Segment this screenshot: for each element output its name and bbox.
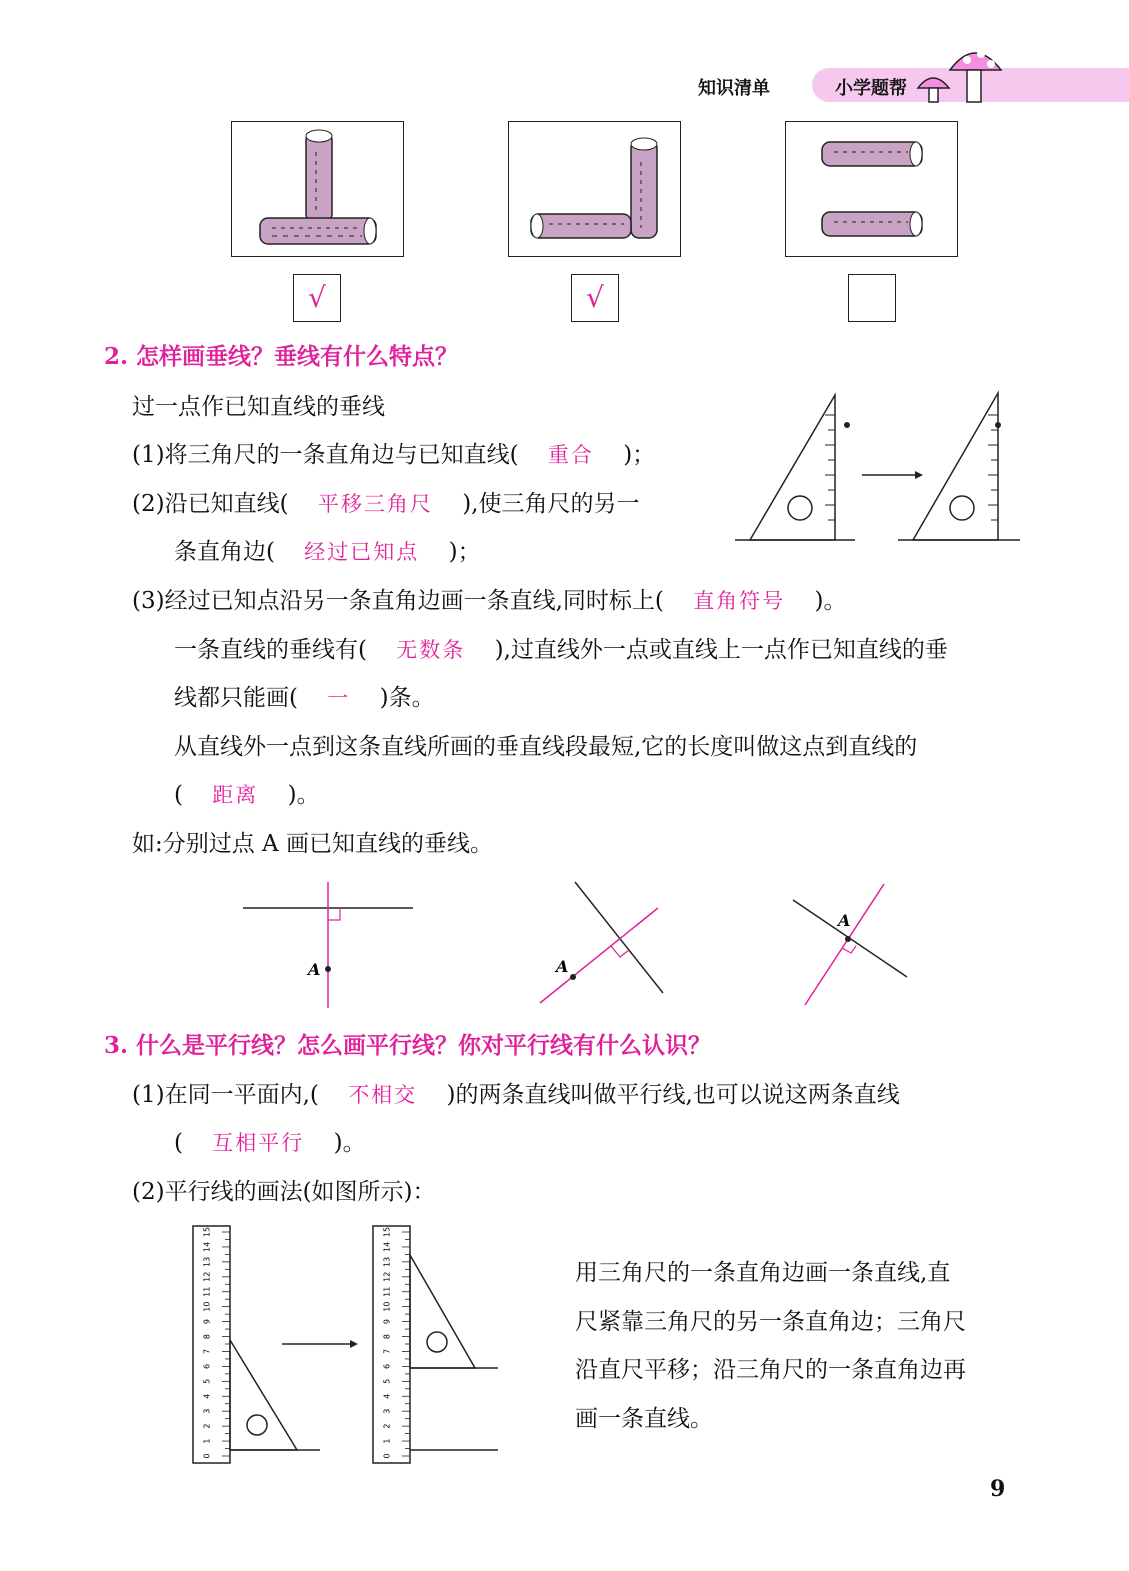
q2-step2-answer: 平移三角尺 bbox=[317, 492, 433, 516]
q3-desc-4: 画一条直线。 bbox=[575, 1406, 713, 1432]
page-number: 9 bbox=[990, 1476, 1006, 1502]
ruler-number: 5 bbox=[202, 1378, 212, 1384]
ruler-number: 0 bbox=[202, 1453, 212, 1459]
ruler-number: 8 bbox=[382, 1333, 392, 1340]
q2-para1: 一条直线的垂线有( 无数条 ),过直线外一点或直线上一点作已知直线的垂 bbox=[174, 637, 948, 663]
point-label-a-1: A bbox=[308, 960, 321, 979]
arrow-head bbox=[915, 471, 923, 479]
header-section: 知识清单 bbox=[698, 78, 770, 99]
q2-step2: (2)沿已知直线( 平移三角尺 ),使三角尺的另一 bbox=[132, 491, 640, 517]
ruler-number: 12 bbox=[202, 1271, 212, 1282]
ruler-number: 10 bbox=[382, 1301, 392, 1312]
q2-step1: (1)将三角尺的一条直角边与已知直线( 重合 )； bbox=[132, 442, 656, 468]
q3-desc-3: 沿直尺平移；沿三角尺的一条直角边再 bbox=[575, 1357, 966, 1383]
q2-para2b-answer: 距离 bbox=[212, 783, 259, 807]
ruler-number: 4 bbox=[202, 1393, 212, 1399]
log-illustration-2 bbox=[509, 122, 680, 256]
q2-example: 如:分别过点 A 画已知直线的垂线。 bbox=[132, 831, 493, 857]
ruler-number: 13 bbox=[202, 1256, 212, 1267]
mushroom-icon bbox=[915, 42, 1005, 112]
ruler-number: 4 bbox=[382, 1393, 392, 1399]
set-square-left bbox=[230, 1340, 320, 1450]
ruler-number: 14 bbox=[202, 1241, 212, 1253]
ruler-right bbox=[373, 1226, 410, 1463]
q2-intro: 过一点作已知直线的垂线 bbox=[132, 394, 385, 420]
q2-step2b-answer: 经过已知点 bbox=[304, 540, 420, 564]
perp-example-1 bbox=[243, 882, 413, 1008]
arrow-head-2 bbox=[350, 1340, 358, 1348]
triangle-ruler-diagram bbox=[730, 385, 1030, 550]
ruler-number: 14 bbox=[382, 1241, 392, 1253]
ruler-number: 10 bbox=[202, 1301, 212, 1312]
check-box-2: √ bbox=[571, 274, 619, 322]
ruler-number: 15 bbox=[382, 1226, 392, 1238]
set-square-right bbox=[410, 1255, 498, 1450]
ruler-number: 11 bbox=[202, 1286, 212, 1297]
q2-step1-answer: 重合 bbox=[547, 443, 594, 467]
ruler-number: 11 bbox=[382, 1286, 392, 1297]
q3-desc-1: 用三角尺的一条直角边画一条直线,直 bbox=[575, 1260, 951, 1286]
header-brand: 小学题帮 bbox=[835, 78, 907, 99]
q2-para1-cont: 线都只能画( 一 )条。 bbox=[174, 685, 435, 711]
check-box-1: √ bbox=[293, 274, 341, 322]
point-label-a-2: A bbox=[556, 957, 569, 976]
q3-title: 3. 什么是平行线？怎么画平行线？你对平行线有什么认识？ bbox=[104, 1032, 712, 1059]
ruler-number: 9 bbox=[202, 1319, 212, 1325]
ruler-number: 1 bbox=[382, 1438, 392, 1444]
ruler-number: 12 bbox=[382, 1271, 392, 1282]
ruler-number: 15 bbox=[202, 1226, 212, 1238]
q2-para2: 从直线外一点到这条直线所画的垂直线段最短,它的长度叫做这点到直线的 bbox=[174, 734, 918, 760]
ruler-number: 3 bbox=[202, 1408, 212, 1414]
log-illustration-3 bbox=[786, 122, 957, 256]
ruler-number: 8 bbox=[202, 1333, 212, 1340]
triangle-ruler-before bbox=[735, 395, 855, 540]
ruler-number: 7 bbox=[202, 1348, 212, 1355]
ruler-number: 9 bbox=[382, 1319, 392, 1325]
ruler-number: 1 bbox=[202, 1438, 212, 1444]
log-figure-1 bbox=[231, 121, 404, 257]
q3-step1b-answer: 互相平行 bbox=[212, 1131, 305, 1155]
q2-para2-cont: ( 距离 )。 bbox=[174, 782, 320, 808]
ruler-number: 13 bbox=[382, 1256, 392, 1267]
ruler-number: 0 bbox=[382, 1453, 392, 1459]
q2-step3: (3)经过已知点沿另一条直角边画一条直线,同时标上( 直角符号 )。 bbox=[132, 588, 847, 614]
q2-step2-cont: 条直角边( 经过已知点 )； bbox=[174, 539, 481, 565]
ruler-number: 7 bbox=[382, 1348, 392, 1355]
perp-example-2 bbox=[540, 882, 663, 1003]
ruler-number: 2 bbox=[382, 1423, 392, 1429]
triangle-ruler-after bbox=[898, 393, 1020, 540]
parallel-ruler-diagram bbox=[185, 1220, 505, 1470]
ruler-left bbox=[193, 1226, 230, 1463]
q3-desc-2: 尺紧靠三角尺的另一条直角边；三角尺 bbox=[575, 1309, 966, 1335]
q2-para1b-answer: 一 bbox=[327, 686, 351, 710]
q3-step1-cont: ( 互相平行 )。 bbox=[174, 1130, 366, 1156]
ruler-number: 3 bbox=[382, 1408, 392, 1414]
q3-step2: (2)平行线的画法(如图所示)： bbox=[132, 1179, 436, 1205]
perp-example-3 bbox=[793, 884, 907, 1005]
log-illustration-1 bbox=[232, 122, 403, 256]
q3-step1: (1)在同一平面内,( 不相交 )的两条直线叫做平行线,也可以说这两条直线 bbox=[132, 1082, 900, 1108]
check-box-3 bbox=[848, 274, 896, 322]
log-figure-2 bbox=[508, 121, 681, 257]
log-figure-3 bbox=[785, 121, 958, 257]
q3-step1-answer: 不相交 bbox=[348, 1083, 418, 1107]
q2-title: 2. 怎样画垂线？垂线有什么特点？ bbox=[104, 343, 459, 370]
q2-step3-answer: 直角符号 bbox=[693, 589, 786, 613]
ruler-number: 2 bbox=[202, 1423, 212, 1429]
q2-para1-answer: 无数条 bbox=[396, 638, 466, 662]
perpendicular-examples bbox=[240, 880, 920, 1010]
ruler-number: 6 bbox=[382, 1363, 392, 1369]
ruler-number: 5 bbox=[382, 1378, 392, 1384]
point-label-a-3: A bbox=[838, 911, 851, 930]
ruler-number: 6 bbox=[202, 1363, 212, 1369]
